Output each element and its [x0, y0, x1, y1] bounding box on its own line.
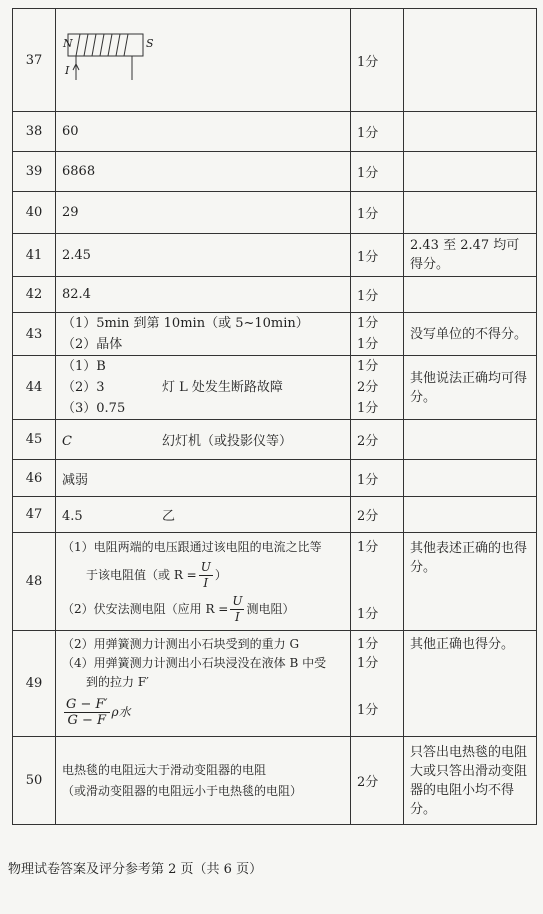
score-cell [351, 631, 404, 737]
score-line: 1分 [357, 637, 379, 652]
density-symbol: ρ水 [111, 705, 131, 719]
score-cell: 1分 [351, 192, 404, 234]
answer-line: （或滑动变阻器的电阻远小于电热毯的电阻） [62, 783, 303, 798]
answer-line: （1）B [62, 359, 106, 374]
table-row [13, 533, 537, 631]
score-cell: 1分 [351, 112, 404, 152]
note-cell: 其他表述正确的也得分。 [404, 533, 537, 631]
score-cell [351, 313, 404, 356]
note-cell [404, 497, 537, 533]
table-row [13, 460, 537, 497]
fraction-numerator: U [200, 560, 211, 574]
score-line: 2分 [357, 380, 379, 395]
score-cell: 2分 [351, 420, 404, 460]
answer-cell: 60 [56, 112, 351, 152]
question-number: 45 [13, 420, 56, 460]
score-line: 1分 [357, 540, 379, 555]
answer-line: （3）0.75 [62, 401, 126, 416]
answer-cell [56, 313, 351, 356]
question-number: 42 [13, 277, 56, 313]
note-cell: 没写单位的不得分。 [404, 313, 537, 356]
note-cell [404, 112, 537, 152]
table-row [13, 313, 537, 356]
answer-line: 于该电阻值（或 R = [86, 568, 197, 582]
score-line: 1分 [357, 316, 379, 331]
score-line: 1分 [357, 359, 379, 374]
note-cell: 2.43 至 2.47 均可得分。 [404, 234, 537, 277]
note-cell [404, 152, 537, 192]
answer-line: 电热毯的电阻远大于滑动变阻器的电阻 [62, 762, 267, 777]
question-number: 37 [13, 9, 56, 112]
answer-cell [56, 420, 351, 460]
question-number: 39 [13, 152, 56, 192]
solenoid-diagram [62, 30, 212, 90]
question-number: 49 [13, 631, 56, 737]
fraction-denominator: G − F [67, 713, 107, 728]
answer-line: （2）用弹簧测力计测出小石块受到的重力 G [62, 637, 300, 651]
formula-fraction [199, 560, 213, 591]
answer-cell: 2.45 [56, 234, 351, 277]
table-row [13, 152, 537, 192]
note-cell [404, 192, 537, 234]
score-cell: 1分 [351, 234, 404, 277]
answer-cell: 减弱 [56, 460, 351, 497]
answer-line: （2）伏安法测电阻（应用 R = [62, 602, 229, 616]
fraction-denominator: I [235, 610, 240, 624]
answer-cell: 6868 [56, 152, 351, 192]
score-cell: 2分 [351, 737, 404, 825]
answer-cell [56, 737, 351, 825]
score-cell [351, 356, 404, 420]
table-row [13, 9, 537, 112]
answer-cell: 82.4 [56, 277, 351, 313]
score-cell: 1分 [351, 152, 404, 192]
note-cell [404, 420, 537, 460]
answer-cell [56, 356, 351, 420]
formula-fraction [64, 697, 110, 728]
score-cell: 1分 [351, 460, 404, 497]
answer-text: 4.5 [62, 509, 83, 524]
note-cell: 只答出电热毯的电阻大或只答出滑动变阻器的电阻小均不得分。 [404, 737, 537, 825]
answer-line: 到的拉力 F′ [86, 675, 149, 689]
score-cell [351, 533, 404, 631]
note-cell [404, 277, 537, 313]
answer-cell [56, 9, 351, 112]
note-cell [404, 460, 537, 497]
answer-line: （2）3 [62, 380, 105, 395]
answer-text: C [62, 434, 72, 449]
question-number: 40 [13, 192, 56, 234]
current-label: I [65, 64, 70, 77]
fault-answer: 灯 L 处发生断路故障 [162, 380, 283, 395]
note-cell [404, 9, 537, 112]
score-line: 1分 [357, 607, 379, 622]
solenoid-figure [62, 30, 212, 92]
score-cell: 2分 [351, 497, 404, 533]
score-cell: 1分 [351, 277, 404, 313]
table-row [13, 112, 537, 152]
table-row [13, 192, 537, 234]
score-line: 1分 [357, 656, 379, 671]
question-number: 43 [13, 313, 56, 356]
note-cell: 其他正确也得分。 [404, 631, 537, 737]
table-row [13, 420, 537, 460]
answer-line: （4）用弹簧测力计测出小石块浸没在液体 B 中受 [62, 656, 327, 670]
score-line: 1分 [357, 703, 379, 718]
note-cell: 其他说法正确均可得分。 [404, 356, 537, 420]
south-pole-label: S [146, 37, 154, 50]
formula-fraction [230, 594, 244, 625]
answer-cell: 29 [56, 192, 351, 234]
answer-line: ） [214, 568, 227, 582]
answer-cell [56, 497, 351, 533]
table-row [13, 631, 537, 737]
table-row [13, 497, 537, 533]
north-pole-label: N [63, 37, 73, 50]
fraction-denominator: I [203, 576, 209, 590]
fraction-numerator: U [232, 594, 243, 608]
table-row [13, 277, 537, 313]
answer-line: （2）晶体 [62, 337, 123, 352]
question-number: 48 [13, 533, 56, 631]
extra-answer: 幻灯机（或投影仪等） [162, 434, 293, 449]
score-cell: 1分 [351, 9, 404, 112]
answer-cell [56, 533, 351, 631]
extra-answer: 乙 [162, 509, 176, 524]
question-number: 46 [13, 460, 56, 497]
page-footer: 物理试卷答案及评分参考第 2 页（共 6 页） [8, 862, 263, 877]
table-row [13, 234, 537, 277]
fraction-numerator: G − F′ [66, 697, 108, 712]
question-number: 41 [13, 234, 56, 277]
score-line: 1分 [357, 337, 379, 352]
question-number: 47 [13, 497, 56, 533]
question-number: 50 [13, 737, 56, 825]
answer-table [12, 8, 537, 825]
table-row [13, 356, 537, 420]
answer-line: （1）电阻两端的电压跟通过该电阻的电流之比等 [62, 540, 322, 554]
question-number: 44 [13, 356, 56, 420]
table-row [13, 737, 537, 825]
answer-cell [56, 631, 351, 737]
answer-line: （1）5min 到第 10min（或 5~10min） [62, 316, 309, 331]
score-line: 1分 [357, 401, 379, 416]
answer-line: 测电阻） [246, 602, 295, 616]
question-number: 38 [13, 112, 56, 152]
